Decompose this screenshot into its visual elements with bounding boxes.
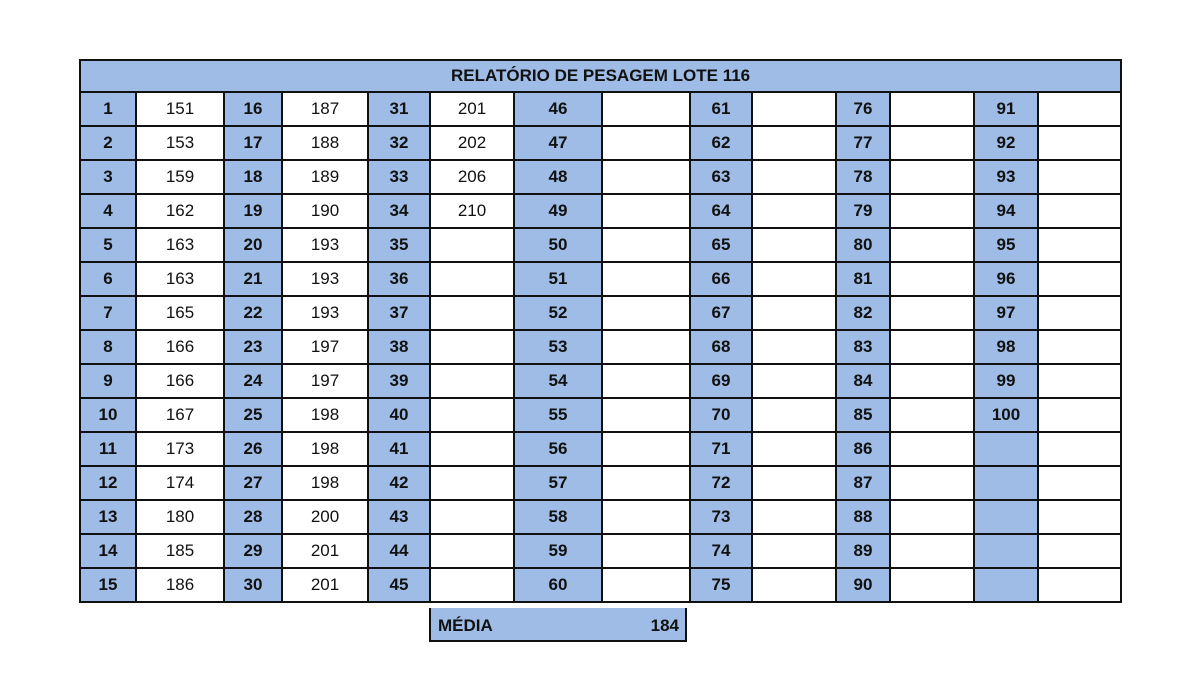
weight-cell <box>752 330 836 364</box>
weight-cell <box>602 296 690 330</box>
average-value: 184 <box>650 616 679 635</box>
weight-cell <box>602 500 690 534</box>
sample-number-cell: 14 <box>80 534 136 568</box>
weight-cell: 159 <box>136 160 224 194</box>
sample-number-cell: 72 <box>690 466 752 500</box>
weight-cell: 173 <box>136 432 224 466</box>
sample-number-cell <box>974 432 1038 466</box>
weight-cell <box>752 160 836 194</box>
weight-cell: 193 <box>282 228 368 262</box>
weight-cell <box>752 500 836 534</box>
sample-number-cell: 60 <box>514 568 602 602</box>
sample-number-cell: 59 <box>514 534 602 568</box>
weight-cell <box>752 398 836 432</box>
table-row <box>80 194 1121 228</box>
sample-number-cell: 93 <box>974 160 1038 194</box>
weight-cell <box>1038 500 1121 534</box>
weight-cell: 151 <box>136 92 224 126</box>
sample-number-cell: 4 <box>80 194 136 228</box>
sample-number-cell: 62 <box>690 126 752 160</box>
weight-cell: 198 <box>282 466 368 500</box>
sample-number-cell: 69 <box>690 364 752 398</box>
weight-cell <box>430 262 514 296</box>
sample-number-cell: 33 <box>368 160 430 194</box>
weight-cell <box>890 330 974 364</box>
weight-cell <box>752 296 836 330</box>
weight-cell <box>602 126 690 160</box>
sample-number-cell: 27 <box>224 466 282 500</box>
table-row <box>80 330 1121 364</box>
weight-cell <box>1038 534 1121 568</box>
table-row <box>80 466 1121 500</box>
sample-number-cell: 92 <box>974 126 1038 160</box>
weight-cell <box>1038 432 1121 466</box>
sample-number-cell: 2 <box>80 126 136 160</box>
weight-cell: 197 <box>282 330 368 364</box>
weight-cell <box>602 92 690 126</box>
sample-number-cell: 21 <box>224 262 282 296</box>
sample-number-cell: 94 <box>974 194 1038 228</box>
sample-number-cell: 37 <box>368 296 430 330</box>
weight-cell <box>752 364 836 398</box>
sample-number-cell: 84 <box>836 364 890 398</box>
sample-number-cell: 3 <box>80 160 136 194</box>
sample-number-cell: 63 <box>690 160 752 194</box>
sample-number-cell: 8 <box>80 330 136 364</box>
sample-number-cell: 44 <box>368 534 430 568</box>
weight-cell: 193 <box>282 262 368 296</box>
weight-cell: 201 <box>430 92 514 126</box>
weight-cell <box>430 500 514 534</box>
sample-number-cell: 39 <box>368 364 430 398</box>
weight-cell <box>1038 262 1121 296</box>
sample-number-cell: 34 <box>368 194 430 228</box>
sample-number-cell: 95 <box>974 228 1038 262</box>
weight-cell: 206 <box>430 160 514 194</box>
weight-cell <box>602 160 690 194</box>
weight-cell: 163 <box>136 228 224 262</box>
sample-number-cell <box>974 500 1038 534</box>
sample-number-cell: 88 <box>836 500 890 534</box>
weight-cell <box>1038 126 1121 160</box>
weight-cell <box>430 398 514 432</box>
weight-cell <box>752 126 836 160</box>
sample-number-cell: 7 <box>80 296 136 330</box>
weight-cell: 193 <box>282 296 368 330</box>
sample-number-cell: 55 <box>514 398 602 432</box>
table-row <box>80 568 1121 602</box>
weight-cell <box>1038 194 1121 228</box>
weight-cell <box>602 568 690 602</box>
weight-cell <box>890 296 974 330</box>
sample-number-cell: 75 <box>690 568 752 602</box>
sample-number-cell: 71 <box>690 432 752 466</box>
weight-cell <box>602 194 690 228</box>
sample-number-cell: 85 <box>836 398 890 432</box>
sample-number-cell: 68 <box>690 330 752 364</box>
weight-cell <box>890 194 974 228</box>
weight-cell: 165 <box>136 296 224 330</box>
sample-number-cell <box>974 466 1038 500</box>
sample-number-cell <box>974 568 1038 602</box>
report-title: RELATÓRIO DE PESAGEM LOTE 116 <box>80 60 1121 92</box>
table-row <box>80 228 1121 262</box>
sample-number-cell: 35 <box>368 228 430 262</box>
sample-number-cell: 32 <box>368 126 430 160</box>
sample-number-cell: 16 <box>224 92 282 126</box>
weight-cell <box>752 194 836 228</box>
average-box <box>429 608 687 642</box>
weight-cell <box>430 228 514 262</box>
sample-number-cell: 100 <box>974 398 1038 432</box>
weight-cell: 201 <box>282 568 368 602</box>
weight-cell <box>602 364 690 398</box>
sample-number-cell: 5 <box>80 228 136 262</box>
sample-number-cell: 58 <box>514 500 602 534</box>
table-row <box>80 534 1121 568</box>
sample-number-cell: 65 <box>690 228 752 262</box>
sample-number-cell: 57 <box>514 466 602 500</box>
weight-cell <box>890 126 974 160</box>
sample-number-cell: 80 <box>836 228 890 262</box>
sample-number-cell: 54 <box>514 364 602 398</box>
weight-cell <box>752 92 836 126</box>
weight-cell <box>602 466 690 500</box>
weighing-report <box>79 59 1120 635</box>
sample-number-cell: 81 <box>836 262 890 296</box>
table-row <box>80 262 1121 296</box>
weight-cell <box>602 398 690 432</box>
sample-number-cell: 50 <box>514 228 602 262</box>
sample-number-cell: 1 <box>80 92 136 126</box>
weight-cell <box>430 568 514 602</box>
weight-cell <box>430 466 514 500</box>
weighing-table <box>79 59 1122 603</box>
weight-cell: 201 <box>282 534 368 568</box>
weight-cell: 185 <box>136 534 224 568</box>
table-row <box>80 126 1121 160</box>
sample-number-cell: 74 <box>690 534 752 568</box>
sample-number-cell: 26 <box>224 432 282 466</box>
sample-number-cell: 41 <box>368 432 430 466</box>
table-row <box>80 500 1121 534</box>
table-row <box>80 432 1121 466</box>
weight-cell <box>430 432 514 466</box>
table-row <box>80 160 1121 194</box>
sample-number-cell: 6 <box>80 262 136 296</box>
weight-cell <box>890 398 974 432</box>
sample-number-cell: 83 <box>836 330 890 364</box>
sample-number-cell: 97 <box>974 296 1038 330</box>
weight-cell <box>890 568 974 602</box>
sample-number-cell: 18 <box>224 160 282 194</box>
weight-cell <box>890 466 974 500</box>
sample-number-cell: 29 <box>224 534 282 568</box>
sample-number-cell: 64 <box>690 194 752 228</box>
weight-cell <box>890 262 974 296</box>
weight-cell <box>1038 398 1121 432</box>
weight-cell: 153 <box>136 126 224 160</box>
sample-number-cell: 90 <box>836 568 890 602</box>
sample-number-cell: 17 <box>224 126 282 160</box>
table-row <box>80 398 1121 432</box>
sample-number-cell: 15 <box>80 568 136 602</box>
weight-cell <box>1038 330 1121 364</box>
sample-number-cell: 87 <box>836 466 890 500</box>
weight-cell <box>752 262 836 296</box>
sample-number-cell: 47 <box>514 126 602 160</box>
sample-number-cell: 56 <box>514 432 602 466</box>
sample-number-cell: 99 <box>974 364 1038 398</box>
weight-cell <box>752 534 836 568</box>
sample-number-cell: 42 <box>368 466 430 500</box>
sample-number-cell: 96 <box>974 262 1038 296</box>
weight-cell <box>602 534 690 568</box>
weighing-table-body <box>80 92 1121 602</box>
weight-cell <box>890 500 974 534</box>
weight-cell <box>752 228 836 262</box>
table-row <box>80 296 1121 330</box>
sample-number-cell: 43 <box>368 500 430 534</box>
weight-cell: 186 <box>136 568 224 602</box>
sample-number-cell: 78 <box>836 160 890 194</box>
weight-cell <box>1038 228 1121 262</box>
weight-cell <box>890 92 974 126</box>
sample-number-cell: 31 <box>368 92 430 126</box>
weight-cell <box>430 296 514 330</box>
sample-number-cell: 61 <box>690 92 752 126</box>
average-label: MÉDIA <box>438 616 493 635</box>
weight-cell <box>752 466 836 500</box>
weight-cell: 189 <box>282 160 368 194</box>
sample-number-cell: 45 <box>368 568 430 602</box>
sample-number-cell: 67 <box>690 296 752 330</box>
sample-number-cell: 36 <box>368 262 430 296</box>
weight-cell <box>430 534 514 568</box>
sample-number-cell: 91 <box>974 92 1038 126</box>
weight-cell <box>890 432 974 466</box>
sample-number-cell: 79 <box>836 194 890 228</box>
weight-cell: 166 <box>136 364 224 398</box>
weight-cell: 197 <box>282 364 368 398</box>
sample-number-cell: 48 <box>514 160 602 194</box>
weight-cell: 180 <box>136 500 224 534</box>
sample-number-cell: 19 <box>224 194 282 228</box>
weight-cell <box>1038 296 1121 330</box>
sample-number-cell: 10 <box>80 398 136 432</box>
weight-cell: 166 <box>136 330 224 364</box>
weight-cell <box>602 228 690 262</box>
sample-number-cell: 38 <box>368 330 430 364</box>
weight-cell: 198 <box>282 398 368 432</box>
weight-cell: 162 <box>136 194 224 228</box>
weight-cell <box>430 330 514 364</box>
weight-cell <box>430 364 514 398</box>
sample-number-cell: 20 <box>224 228 282 262</box>
sample-number-cell: 70 <box>690 398 752 432</box>
sample-number-cell <box>974 534 1038 568</box>
sample-number-cell: 25 <box>224 398 282 432</box>
sample-number-cell: 89 <box>836 534 890 568</box>
weight-cell: 163 <box>136 262 224 296</box>
sample-number-cell: 49 <box>514 194 602 228</box>
sample-number-cell: 28 <box>224 500 282 534</box>
weight-cell <box>602 330 690 364</box>
weight-cell <box>602 262 690 296</box>
sample-number-cell: 9 <box>80 364 136 398</box>
sample-number-cell: 23 <box>224 330 282 364</box>
sample-number-cell: 98 <box>974 330 1038 364</box>
weight-cell: 198 <box>282 432 368 466</box>
weight-cell: 187 <box>282 92 368 126</box>
sample-number-cell: 86 <box>836 432 890 466</box>
weight-cell <box>752 432 836 466</box>
sample-number-cell: 77 <box>836 126 890 160</box>
weight-cell <box>1038 568 1121 602</box>
weight-cell: 202 <box>430 126 514 160</box>
sample-number-cell: 46 <box>514 92 602 126</box>
weight-cell <box>1038 364 1121 398</box>
sample-number-cell: 76 <box>836 92 890 126</box>
sample-number-cell: 22 <box>224 296 282 330</box>
sample-number-cell: 11 <box>80 432 136 466</box>
weight-cell <box>752 568 836 602</box>
weight-cell <box>890 534 974 568</box>
weight-cell <box>890 228 974 262</box>
sample-number-cell: 24 <box>224 364 282 398</box>
sample-number-cell: 53 <box>514 330 602 364</box>
weight-cell: 200 <box>282 500 368 534</box>
sample-number-cell: 51 <box>514 262 602 296</box>
table-row <box>80 92 1121 126</box>
table-row <box>80 364 1121 398</box>
sample-number-cell: 66 <box>690 262 752 296</box>
sample-number-cell: 52 <box>514 296 602 330</box>
weight-cell <box>1038 160 1121 194</box>
weight-cell <box>890 160 974 194</box>
weight-cell: 210 <box>430 194 514 228</box>
weight-cell: 167 <box>136 398 224 432</box>
weight-cell: 188 <box>282 126 368 160</box>
weight-cell <box>1038 92 1121 126</box>
weight-cell <box>890 364 974 398</box>
sample-number-cell: 73 <box>690 500 752 534</box>
sample-number-cell: 30 <box>224 568 282 602</box>
weight-cell <box>602 432 690 466</box>
weight-cell: 174 <box>136 466 224 500</box>
weight-cell: 190 <box>282 194 368 228</box>
sample-number-cell: 40 <box>368 398 430 432</box>
sample-number-cell: 13 <box>80 500 136 534</box>
sample-number-cell: 12 <box>80 466 136 500</box>
weight-cell <box>1038 466 1121 500</box>
sample-number-cell: 82 <box>836 296 890 330</box>
